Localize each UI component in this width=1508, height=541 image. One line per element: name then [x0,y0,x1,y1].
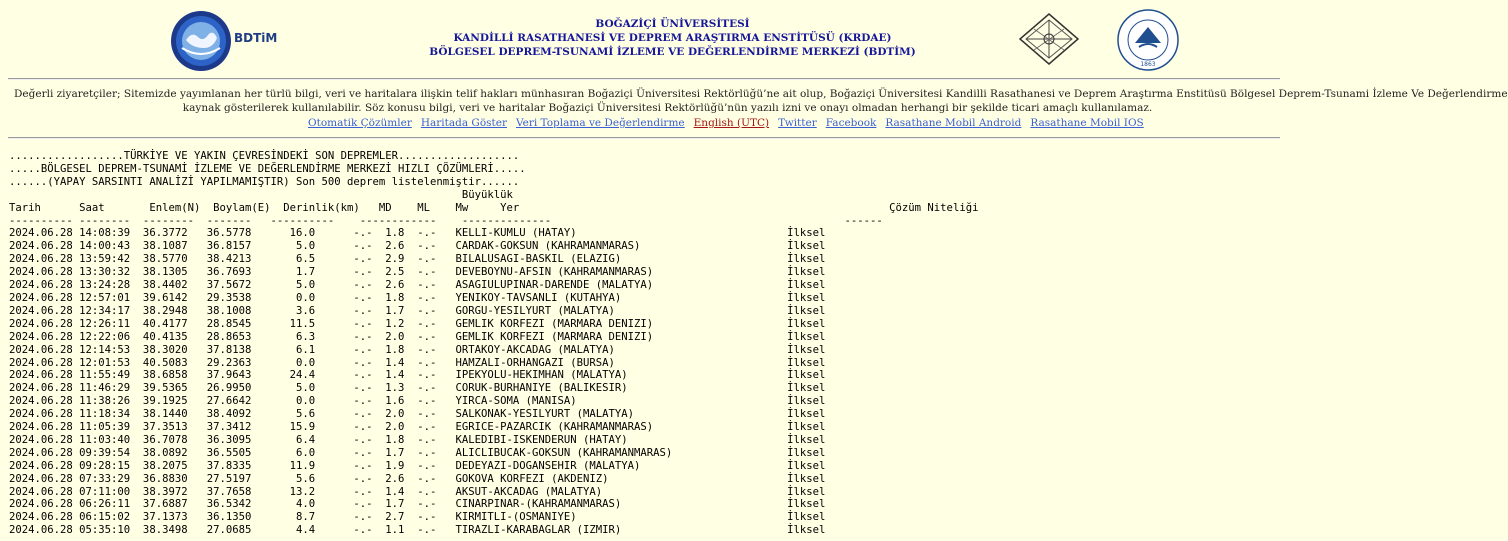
column-headers: Tarih Saat Enlem(N) Boylam(E) Derinlik(km) MD ML Mw Yer Çözüm Niteliği [9,201,979,214]
table-row: 2024.06.28 11:55:49 38.6858 37.9643 24.4 -.- 1.4 -.- IPEKYOLU-HEKIMHAN (MALATYA) İlksel [9,369,826,382]
table-row: 2024.06.28 12:14:53 38.3020 37.8138 6.1 -.- 1.8 -.- ORTAKOY-AKCADAG (MALATYA) İlksel [9,343,826,356]
notice-line-2: kaynak gösterilerek kullanılabilir. Söz konusu bilgi, veri ve haritalar Boğaziçi Üniversitesi Rektörlüğü’nün yazılı izni ve onayı olmadan herhangi bir şekilde ticari amaçlı kullanılamaz. [182,102,1153,114]
title-university: BOĞAZİÇİ ÜNİVERSİTESİ [595,18,750,30]
table-row: 2024.06.28 11:18:34 38.1440 38.4092 5.6 -.- 2.0 -.- SALKONAK-YESILYURT (MALATYA) İlksel [9,408,826,421]
list-divider [8,137,1280,139]
table-row: 2024.06.28 13:30:32 38.1305 36.7693 1.7 -.- 2.5 -.- DEVEBOYNU-AFSIN (KAHRAMANMARAS) İlksel [9,266,826,279]
header-underline: ---------- -------- -------- ------- ---------- ------------ -------------- ------ [9,214,883,227]
krdae-compass-icon[interactable] [1018,12,1080,66]
table-row: 2024.06.28 12:01:53 40.5083 29.2363 0.0 -.- 1.4 -.- HAMZALI-ORHANGAZI (BURSA) İlksel [9,356,826,369]
table-row: 2024.06.28 14:00:43 38.1087 36.8157 5.0 -.- 2.6 -.- CARDAK-GOKSUN (KAHRAMANMARAS) İlksel [9,240,826,253]
table-row: 2024.06.28 11:03:40 36.7078 36.3095 6.4 -.- 1.8 -.- KALEDIBI-ISKENDERUN (HATAY) İlksel [9,433,826,446]
bdtim-globe-icon[interactable] [170,10,232,72]
table-row: 2024.06.28 11:05:39 37.3513 37.3412 15.9 -.- 2.0 -.- EGRICE-PAZARCIK (KAHRAMANMARAS) İlksel [9,421,826,434]
top-divider [8,78,1280,80]
nav-link-rasathane-mobil-ios[interactable]: Rasathane Mobil IOS [1030,117,1144,129]
table-row: 2024.06.28 05:35:10 38.3498 27.0685 4.4 -.- 1.1 -.- TIRAZLI-KARABAGLAR (IZMIR) İlksel [9,524,826,537]
list-intro-line: ..................TÜRKİYE VE YAKIN ÇEVRESİNDEKİ SON DEPREMLER................... [9,150,520,162]
bdtim-logo-text: BDTiM [234,31,278,45]
page-header [0,0,1280,78]
table-row: 2024.06.28 13:24:28 38.4402 37.5672 5.0 -.- 2.6 -.- ASAGIULUPINAR-DARENDE (MALATYA) İlksel [9,279,826,292]
table-row: 2024.06.28 06:26:11 37.6887 36.5342 4.0 -.- 1.7 -.- CINARPINAR-(KAHRAMANMARAS) İlksel [9,498,826,511]
bu-seal-year: 1863 [1140,61,1156,68]
nav-links [308,117,1153,129]
table-row: 2024.06.28 12:57:01 39.6142 29.3538 0.0 -.- 1.8 -.- YENIKOY-TAVSANLI (KUTAHYA) İlksel [9,291,826,304]
nav-link-twitter[interactable]: Twitter [778,117,817,129]
nav-link-english-utc-[interactable]: English (UTC) [693,117,770,129]
table-row: 2024.06.28 12:22:06 40.4135 28.8653 6.3 -.- 2.0 -.- GEMLIK KORFEZI (MARMARA DENIZI) İlksel [9,330,826,343]
table-row: 2024.06.28 11:46:29 39.5365 26.9950 5.0 -.- 1.3 -.- CORUK-BURHANIYE (BALIKESIR) İlksel [9,382,826,395]
nav-link-veri-toplama-ve-değerlendirme[interactable]: Veri Toplama ve Değerlendirme [516,117,685,129]
table-row: 2024.06.28 06:15:02 37.1373 36.1350 8.7 -.- 2.7 -.- KIRMITLI-(OSMANIYE) İlksel [9,511,826,524]
earthquake-list [9,150,978,537]
table-row: 2024.06.28 13:59:42 38.5770 38.4213 6.5 -.- 2.9 -.- BILALUSAGI-BASKIL (ELAZIG) İlksel [9,253,826,266]
institution-titles [420,17,925,59]
list-intro-line: .....BÖLGESEL DEPREM-TSUNAMİ İZLEME VE DEĞERLENDİRME MERKEZİ HIZLI ÇÖZÜMLERİ..... [9,162,526,175]
nav-link-facebook[interactable]: Facebook [825,117,877,129]
table-row: 2024.06.28 09:28:15 38.2075 37.8335 11.9 -.- 1.9 -.- DEDEYAZI-DOGANSEHIR (MALATYA) İlksel [9,459,826,472]
table-row: 2024.06.28 07:11:00 38.3972 37.7658 13.2 -.- 1.4 -.- AKSUT-AKCADAG (MALATYA) İlksel [9,485,826,498]
table-row: 2024.06.28 11:38:26 39.1925 27.6642 0.0 -.- 1.6 -.- YIRCA-SOMA (MANISA) İlksel [9,395,826,408]
table-row: 2024.06.28 14:08:39 36.3772 36.5778 16.0 -.- 1.8 -.- KELLI-KUMLU (HATAY) İlksel [9,227,826,240]
nav-link-otomatik-çözümler[interactable]: Otomatik Çözümler [308,117,412,129]
magnitude-header: Büyüklük [9,188,513,201]
table-row: 2024.06.28 12:34:17 38.2948 38.1008 3.6 -.- 1.7 -.- GORGU-YESILYURT (MALATYA) İlksel [9,304,826,317]
notice-line-1: Değerli ziyaretçiler; Sitemizde yayımlanan her türlü bilgi, veri ve haritalara ilişkin telif hakları münhasıran Boğaziçi Üniversitesi Rektörlüğü’ne ait olup, Boğaziçi Üniversitesi Kandilli Rasathanesi ve Deprem Araştırma Enstitüsü Bölgesel Deprem-Tsunami İzleme Ve Değerlendirme [14,88,1508,100]
table-row: 2024.06.28 09:39:54 38.0892 36.5505 6.0 -.- 1.7 -.- ALICLIBUCAK-GOKSUN (KAHRAMANMARAS) İlksel [9,446,826,459]
nav-link-rasathane-mobil-android[interactable]: Rasathane Mobil Android [885,117,1022,129]
list-intro-line: ......(YAPAY SARSINTI ANALİZİ YAPILMAMIŞTIR) Son 500 deprem listelenmiştir...... [9,175,520,188]
nav-link-haritada-göster[interactable]: Haritada Göster [420,117,507,129]
table-row: 2024.06.28 07:33:29 36.8830 27.5197 5.6 -.- 2.6 -.- GOKOVA KORFEZI (AKDENIZ) İlksel [9,472,826,485]
title-center: BÖLGESEL DEPREM-TSUNAMİ İZLEME VE DEĞERLENDİRME MERKEZİ (BDTİM) [429,46,916,58]
bogazici-seal-icon[interactable] [1117,9,1179,71]
title-observatory: KANDİLLİ RASATHANESİ VE DEPREM ARAŞTIRMA ENSTİTÜSÜ (KRDAE) [453,32,892,44]
table-row: 2024.06.28 12:26:11 40.4177 28.8545 11.5 -.- 1.2 -.- GEMLIK KORFEZI (MARMARA DENIZI) İlksel [9,317,826,330]
